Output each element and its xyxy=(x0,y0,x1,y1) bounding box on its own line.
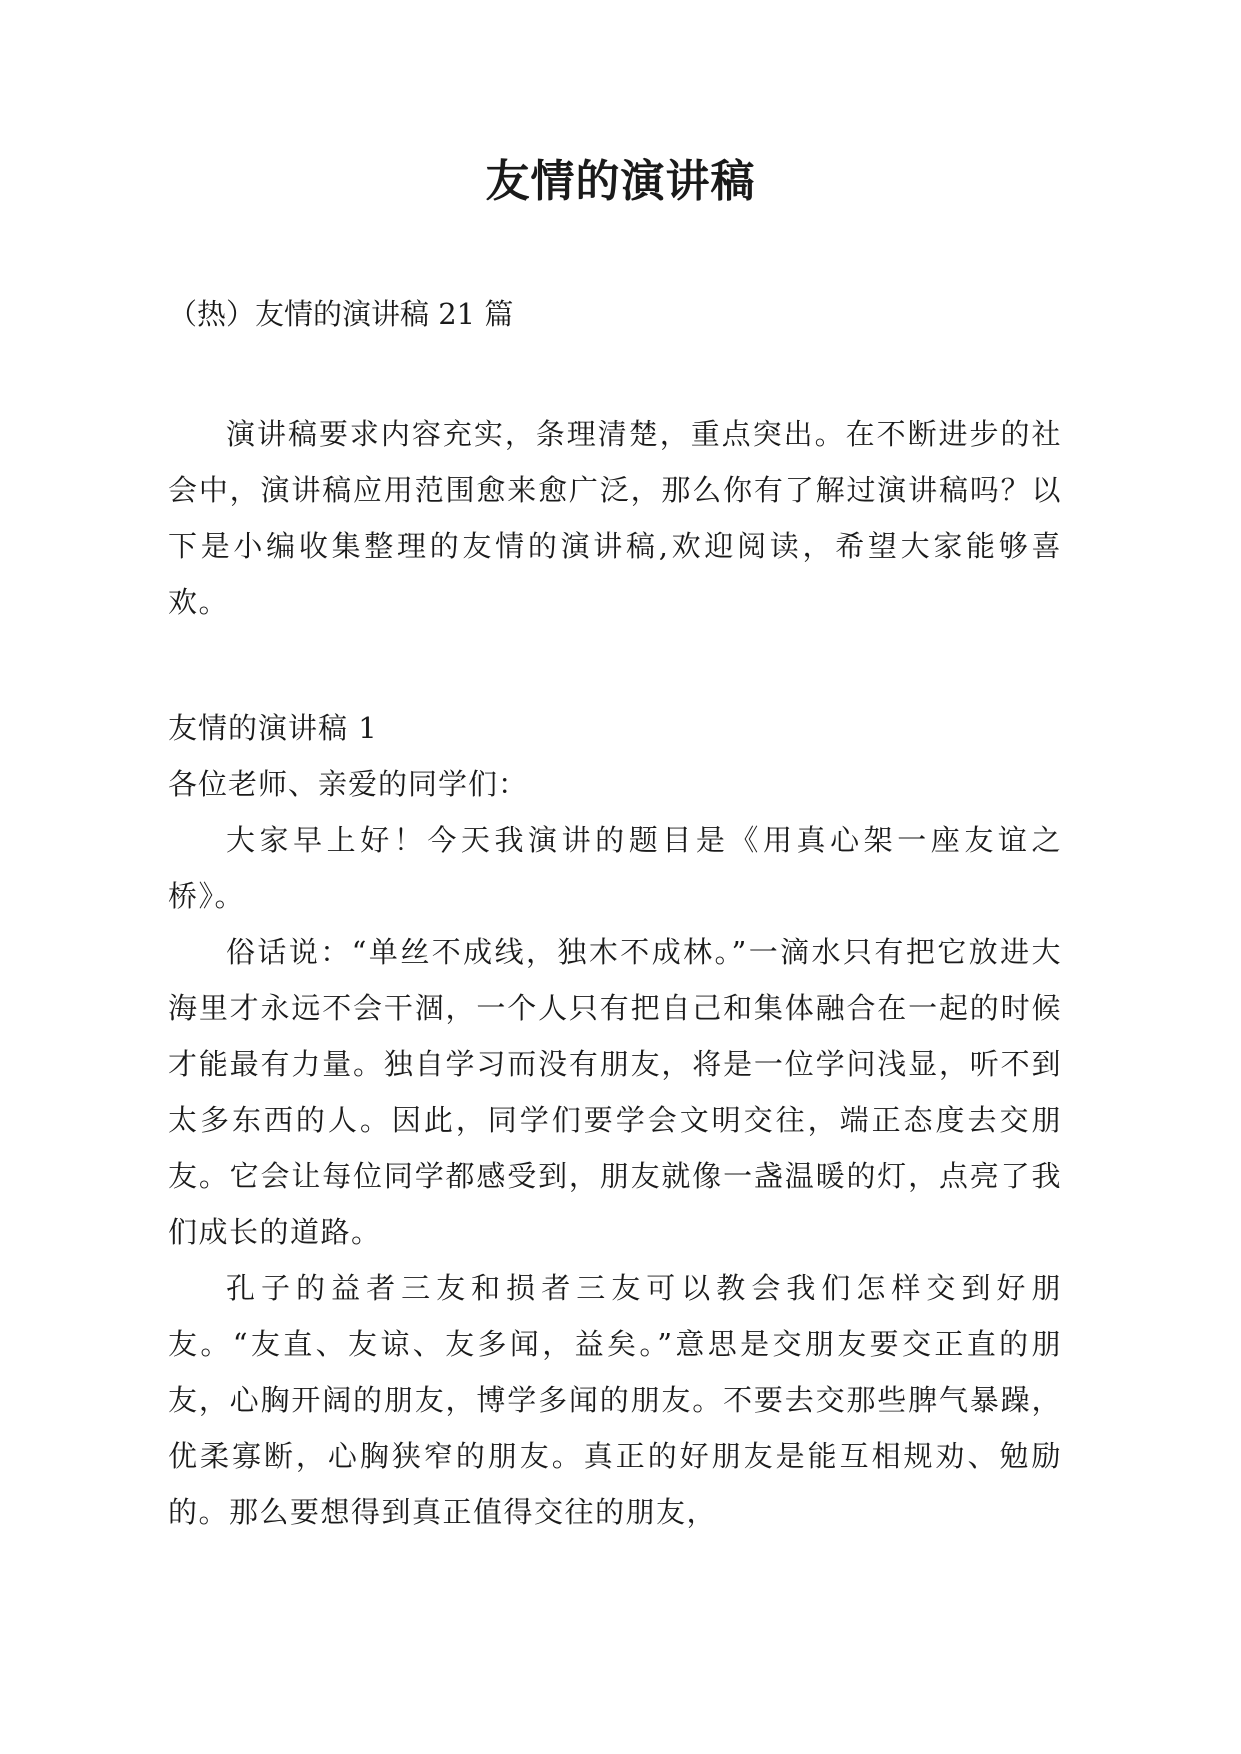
document-body xyxy=(168,406,1062,1540)
body-paragraph-1: 大家早上好！今天我演讲的题目是《用真心架一座友谊之桥》。 xyxy=(168,823,1062,913)
body-paragraph-3: 孔子的益者三友和损者三友可以教会我们怎样交到好朋友。“友直、友谅、友多闻，益矣。”意思是交朋友要交正直的朋友，心胸开阔的朋友，博学多闻的朋友。不要去交那些脾气暴躁，优柔寡断，心胸狭窄的朋友。真正的好朋友是能互相规劝、勉励的。那么要想得到真正值得交往的朋友， xyxy=(168,1271,1062,1529)
document-subtitle: （热）友情的演讲稿 21 篇 xyxy=(168,297,514,331)
document-title: 友情的演讲稿 xyxy=(485,156,756,207)
salutation: 各位老师、亲爱的同学们： xyxy=(168,767,529,801)
intro-paragraph: 演讲稿要求内容充实，条理清楚，重点突出。在不断进步的社会中，演讲稿应用范围愈来愈广泛，那么你有了解过演讲稿吗？以下是小编收集整理的友情的演讲稿,欢迎阅读，希望大家能够喜欢。 xyxy=(168,417,1062,619)
paragraph-spacer xyxy=(192,630,1062,700)
section-heading: 友情的演讲稿 1 xyxy=(168,711,378,745)
body-paragraph-2: 俗话说：“单丝不成线，独木不成林。”一滴水只有把它放进大海里才永远不会干涸，一个人只有把自己和集体融合在一起的时候才能最有力量。独自学习而没有朋友，将是一位学问浅显，听不到太多东西的人。因此，同学们要学会文明交往，端正态度去交朋友。它会让每位同学都感受到，朋友就像一盏温暖的灯，点亮了我们成长的道路。 xyxy=(168,935,1062,1249)
